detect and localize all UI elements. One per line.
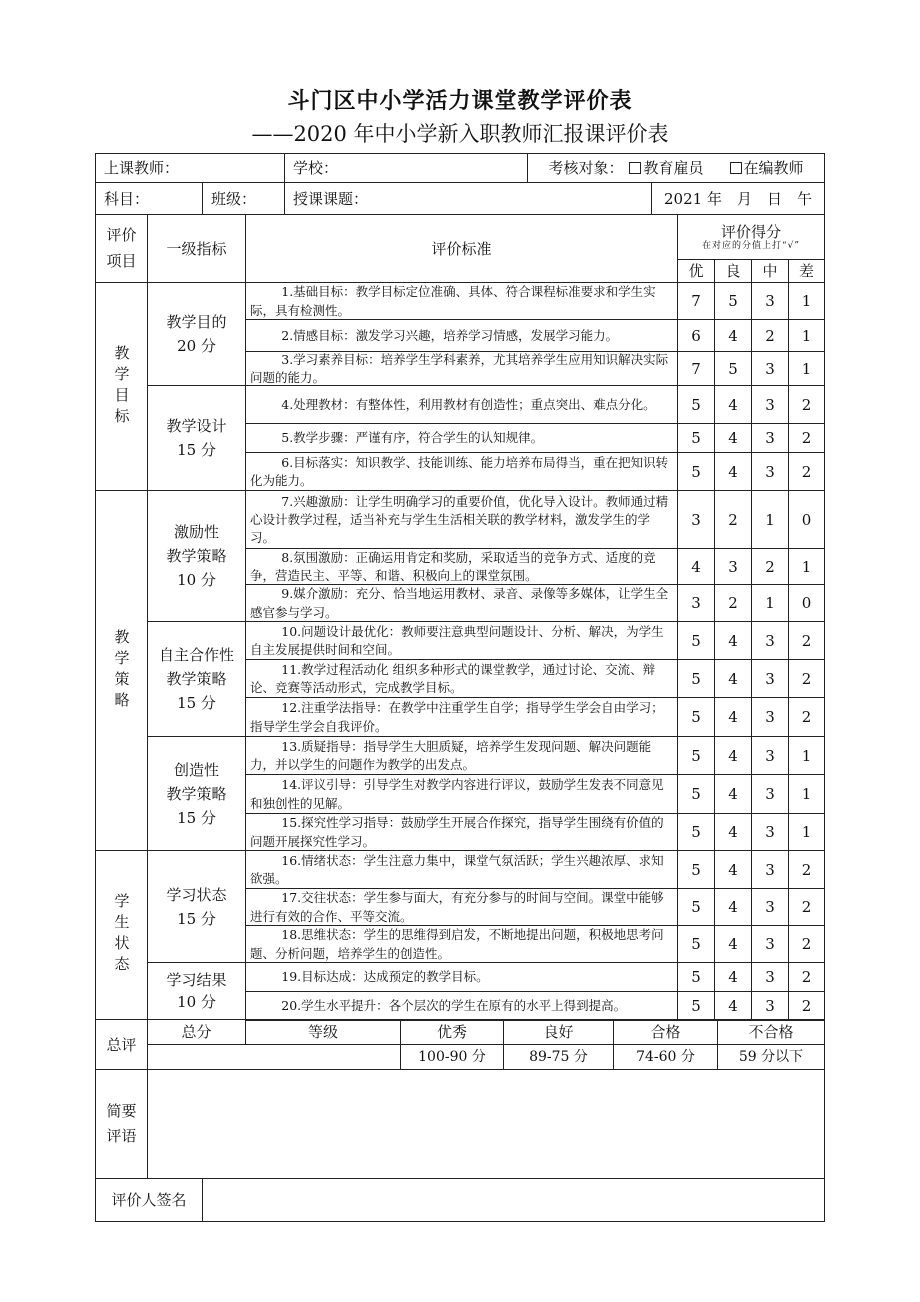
score-cell[interactable]: 5: [677, 385, 715, 424]
comment-label: 简要评语: [106, 1101, 137, 1145]
class-label: 班级：: [211, 189, 257, 208]
criterion-8: [245, 548, 678, 585]
group-points: 20 分: [177, 337, 216, 355]
score-cell[interactable]: 5: [677, 621, 715, 660]
score-cell[interactable]: 5: [677, 888, 715, 926]
criterion-text: 16.情绪状态：学生注意力集中，课堂气氛活跃；学生兴趣浓厚、求知欲强。: [250, 852, 664, 886]
score-cell[interactable]: 2: [788, 659, 825, 698]
section-label: 教学目标: [112, 344, 131, 429]
topic-label: 授课课题：: [293, 189, 369, 208]
grade-header-medium: 中: [751, 259, 789, 283]
score-cell[interactable]: 4: [714, 888, 752, 926]
criterion-text: 7.兴趣激励：让学生明确学习的重要价值，优化导入设计。教师通过精心设计教学过程，适当补充与学生生活相关联的教学材料，激发学生的学习。: [250, 493, 669, 546]
teacher-field[interactable]: [95, 153, 285, 183]
score-cell[interactable]: 3: [751, 925, 789, 963]
level-excellent: 优秀: [400, 1019, 504, 1045]
assessment-target-field: [527, 153, 825, 183]
score-cell[interactable]: 6: [677, 319, 715, 352]
score-cell[interactable]: 2: [788, 850, 825, 889]
range-pass: 74-60 分: [613, 1044, 718, 1070]
group-points: 15 分: [177, 909, 216, 928]
criterion-text: 1.基础目标：教学目标定位准确、具体、符合课程标准要求和学生实际，具有检测性。: [250, 284, 656, 318]
school-label: 学校：: [293, 159, 339, 177]
score-cell[interactable]: 3: [751, 813, 789, 851]
criterion-12: [245, 697, 678, 737]
date-field[interactable]: [651, 182, 825, 215]
group-name: 教学目的: [166, 313, 227, 331]
score-cell[interactable]: 3: [677, 490, 715, 549]
group-learning-result: [147, 962, 246, 1020]
score-cell[interactable]: 5: [677, 774, 715, 814]
subject-field[interactable]: [95, 182, 203, 215]
score-cell[interactable]: 3: [751, 621, 789, 660]
score-cell[interactable]: 1: [751, 490, 789, 549]
range-fail: 59 分以下: [717, 1044, 825, 1070]
score-cell[interactable]: 5: [677, 736, 715, 775]
section-label: 教学策略: [112, 628, 131, 713]
score-cell[interactable]: 4: [714, 813, 752, 851]
section-teaching-goals: [95, 282, 148, 491]
target-label: 考核对象：: [548, 159, 624, 177]
score-cell[interactable]: 4: [714, 697, 752, 737]
score-cell[interactable]: 1: [788, 351, 825, 386]
criterion-7: [245, 490, 678, 549]
criterion-10: [245, 621, 678, 660]
criterion-text: 8.氛围激励：正确运用肯定和奖励，采取适当的竞争方式、适度的竞争，营造民主、平等、和谐、积极向上的课堂氛围。: [250, 549, 656, 583]
score-cell[interactable]: 4: [714, 452, 752, 491]
score-cell[interactable]: 3: [751, 659, 789, 698]
summary-label: 总评: [95, 1019, 148, 1070]
score-cell[interactable]: 2: [788, 385, 825, 424]
score-cell[interactable]: 4: [714, 621, 752, 660]
criterion-9: [245, 584, 678, 622]
total-score-input[interactable]: [147, 1044, 401, 1070]
score-cell[interactable]: 1: [788, 774, 825, 814]
score-cell[interactable]: 5: [677, 925, 715, 963]
group-name: 激励性: [173, 523, 219, 541]
score-cell[interactable]: 4: [714, 774, 752, 814]
criterion-14: [245, 774, 678, 814]
score-cell[interactable]: 3: [751, 351, 789, 386]
group-motivation-strategy: [147, 490, 246, 622]
subject-label: 科目：: [104, 189, 150, 208]
score-cell[interactable]: 5: [677, 813, 715, 851]
group-points: 15 分: [177, 694, 216, 712]
score-cell[interactable]: 2: [788, 991, 825, 1021]
criterion-1: [245, 282, 678, 320]
score-cell[interactable]: 2: [788, 423, 825, 453]
score-cell[interactable]: 4: [714, 850, 752, 889]
group-name: 学习状态: [166, 885, 227, 904]
score-cell[interactable]: 1: [788, 282, 825, 320]
school-field[interactable]: [284, 153, 528, 183]
score-cell[interactable]: 1: [751, 584, 789, 622]
level-good: 良好: [503, 1019, 614, 1045]
score-cell[interactable]: 5: [677, 659, 715, 698]
comment-label-cell: [95, 1069, 148, 1179]
score-cell[interactable]: 4: [714, 319, 752, 352]
group-points: 10 分: [177, 571, 216, 589]
topic-field[interactable]: [284, 182, 652, 215]
score-cell[interactable]: 5: [677, 423, 715, 453]
col-standard-label: 评价标准: [431, 239, 492, 258]
score-cell[interactable]: 5: [677, 962, 715, 992]
score-cell[interactable]: 3: [751, 774, 789, 814]
col-item-label: 评价项目: [106, 226, 137, 270]
section-teaching-strategy: [95, 490, 148, 851]
score-cell[interactable]: 2: [714, 584, 752, 622]
criterion-text: 10.问题设计最优化：教师要注意典型问题设计、分析、解决，为学生自主发展提供时间和空间。: [250, 623, 664, 657]
score-cell[interactable]: 1: [788, 548, 825, 585]
score-cell[interactable]: 4: [714, 736, 752, 775]
col-level1-header: [147, 214, 246, 283]
criterion-text: 4.处理教材：有整体性，利用教材有创造性；重点突出、难点分化。: [281, 396, 656, 412]
score-cell[interactable]: 3: [751, 452, 789, 491]
criterion-text: 15.探究性学习指导：鼓励学生开展合作探究，指导学生围绕有价值的问题开展探究性学习。: [250, 815, 664, 849]
score-cell[interactable]: 1: [788, 736, 825, 775]
group-points: 15 分: [177, 441, 216, 459]
criterion-3: [245, 351, 678, 386]
criterion-text: 3.学习素养目标：培养学生学科素养，尤其培养学生应用知识解决实际问题的能力。: [250, 351, 669, 385]
score-cell[interactable]: 2: [788, 888, 825, 926]
criterion-text: 14.评议引导：引导学生对教学内容进行评议，鼓励学生发表不同意见和独创性的见解。: [250, 777, 664, 811]
criterion-19: [245, 962, 678, 992]
criterion-text: 19.目标达成：达成预定的教学目标。: [281, 969, 489, 985]
criterion-text: 18.思维状态：学生的思维得到启发，不断地提出问题，积极地思考问题、分析问题，培养学生的创造性。: [250, 927, 664, 961]
group-name: 教学设计: [166, 417, 227, 435]
criterion-text: 5.教学步骤：严谨有序，符合学生的认知规律。: [281, 430, 544, 446]
score-cell[interactable]: 2: [788, 621, 825, 660]
score-cell[interactable]: 3: [751, 423, 789, 453]
score-cell[interactable]: 3: [751, 850, 789, 889]
score-cell[interactable]: 2: [751, 548, 789, 585]
score-cell[interactable]: 5: [677, 850, 715, 889]
criterion-text: 2.情感目标：激发学习兴趣，培养学习情感，发展学习能力。: [281, 327, 619, 343]
col-standard-header: [245, 214, 678, 283]
grade-header-poor: 差: [788, 259, 825, 283]
range-good: 89-75 分: [503, 1044, 614, 1070]
score-cell[interactable]: 4: [677, 548, 715, 585]
group-name2: 教学策略: [166, 784, 227, 803]
score-cell[interactable]: 2: [788, 962, 825, 992]
score-cell[interactable]: 5: [714, 282, 752, 320]
col-level1-label: 一级指标: [166, 239, 227, 258]
criterion-17: [245, 888, 678, 926]
grade-header-excellent: 优: [677, 259, 715, 283]
col-score-header: [677, 214, 825, 260]
score-cell[interactable]: 4: [714, 925, 752, 963]
score-cell[interactable]: 5: [677, 452, 715, 491]
group-name2: 教学策略: [166, 547, 227, 565]
criterion-13: [245, 736, 678, 775]
criterion-11: [245, 659, 678, 698]
section-label: 学生状态: [112, 893, 131, 977]
score-cell[interactable]: 2: [788, 452, 825, 491]
total-header: 总分: [147, 1019, 246, 1045]
group-points: 10 分: [177, 993, 216, 1011]
page-subtitle: ——2020 年中小学新入职教师汇报课评价表: [251, 122, 669, 146]
staff-option-label: 在编教师: [743, 159, 804, 177]
score-cell[interactable]: 3: [751, 991, 789, 1021]
criterion-text: 11.教学过程活动化 组织多种形式的课堂教学，通过讨论、交流、辩论、竞赛等活动形式，完成教学目标。: [250, 661, 656, 695]
criterion-text: 17.交往状态：学生参与面大，有充分参与的时间与空间。课堂中能够进行有效的合作、平等交流。: [250, 890, 664, 924]
criterion-6: [245, 452, 678, 491]
score-cell[interactable]: 1: [788, 319, 825, 352]
score-cell[interactable]: 7: [677, 282, 715, 320]
score-cell[interactable]: 2: [714, 490, 752, 549]
score-cell[interactable]: 3: [751, 385, 789, 424]
score-cell[interactable]: 2: [751, 319, 789, 352]
criterion-text: 9.媒介激励：充分、恰当地运用教材、录音、录像等多媒体，让学生全感官参与学习。: [250, 586, 669, 620]
group-cooperative-strategy: [147, 621, 246, 737]
score-cell[interactable]: 3: [751, 962, 789, 992]
date-text: 2021 年 月 日 午: [664, 189, 812, 208]
criterion-text: 20.学生水平提升：各个层次的学生在原有的水平上得到提高。: [281, 998, 627, 1014]
score-cell[interactable]: 4: [714, 659, 752, 698]
score-cell[interactable]: 4: [714, 962, 752, 992]
score-cell[interactable]: 7: [677, 351, 715, 386]
score-cell[interactable]: 5: [677, 697, 715, 737]
grade-header-good: 良: [714, 259, 752, 283]
score-cell[interactable]: 2: [788, 697, 825, 737]
signature-input[interactable]: [202, 1178, 825, 1222]
criterion-20: [245, 991, 678, 1021]
criterion-2: [245, 319, 678, 352]
col-item-header: [95, 214, 148, 283]
signature-label: 评价人签名: [95, 1178, 203, 1222]
group-name: 自主合作性: [158, 646, 234, 664]
criterion-text: 6.目标落实：知识教学、技能训练、能力培养布局得当，重在把知识转化为能力。: [250, 454, 669, 488]
score-cell[interactable]: 0: [788, 584, 825, 622]
page-title: 斗门区中小学活力课堂教学评价表: [287, 89, 633, 114]
score-cell[interactable]: 2: [788, 925, 825, 963]
group-name: 创造性: [173, 760, 219, 779]
score-cell[interactable]: 4: [714, 991, 752, 1021]
group-points: 15 分: [177, 808, 216, 827]
score-cell[interactable]: 5: [714, 351, 752, 386]
score-cell[interactable]: 3: [751, 888, 789, 926]
score-cell[interactable]: 4: [714, 385, 752, 424]
score-cell[interactable]: 5: [677, 991, 715, 1021]
criterion-5: [245, 423, 678, 453]
criterion-18: [245, 925, 678, 963]
grade-header: 等级: [245, 1019, 401, 1045]
group-name: 学习结果: [166, 970, 227, 989]
group-name2: 教学策略: [166, 670, 227, 688]
col-score-label: 评价得分: [720, 222, 781, 241]
group-creative-strategy: [147, 736, 246, 851]
score-cell[interactable]: 3: [714, 548, 752, 585]
score-cell[interactable]: 4: [714, 423, 752, 453]
employee-checkbox[interactable]: [629, 162, 641, 174]
group-learning-state: [147, 850, 246, 963]
group-teaching-design: [147, 385, 246, 491]
score-cell[interactable]: 1: [788, 813, 825, 851]
range-excellent: 100-90 分: [400, 1044, 504, 1070]
criterion-4: [245, 385, 678, 424]
col-score-note: 在对应的分值上打“√”: [702, 240, 800, 251]
criterion-text: 12.注重学法指导：在教学中注重学生自学；指导学生学会自由学习；指导学生学会自我评价。: [250, 700, 664, 734]
class-field[interactable]: [202, 182, 285, 215]
score-cell[interactable]: 3: [751, 736, 789, 775]
evaluation-table: [95, 153, 825, 1222]
comment-input[interactable]: [147, 1069, 825, 1179]
score-cell[interactable]: 3: [751, 697, 789, 737]
score-cell[interactable]: 0: [788, 490, 825, 549]
score-cell[interactable]: 3: [677, 584, 715, 622]
criterion-15: [245, 813, 678, 851]
group-teaching-purpose: [147, 282, 246, 386]
staff-checkbox[interactable]: [730, 162, 742, 174]
criterion-16: [245, 850, 678, 889]
section-student-state: [95, 850, 148, 1020]
teacher-label: 上课教师：: [104, 159, 180, 177]
score-cell[interactable]: 3: [751, 282, 789, 320]
level-pass: 合格: [613, 1019, 718, 1045]
employee-option-label: 教育雇员: [643, 159, 704, 177]
criterion-text: 13.质疑指导：指导学生大胆质疑，培养学生发现问题、解决问题能力，并以学生的问题作为教学的出发点。: [250, 738, 652, 772]
level-fail: 不合格: [717, 1019, 825, 1045]
